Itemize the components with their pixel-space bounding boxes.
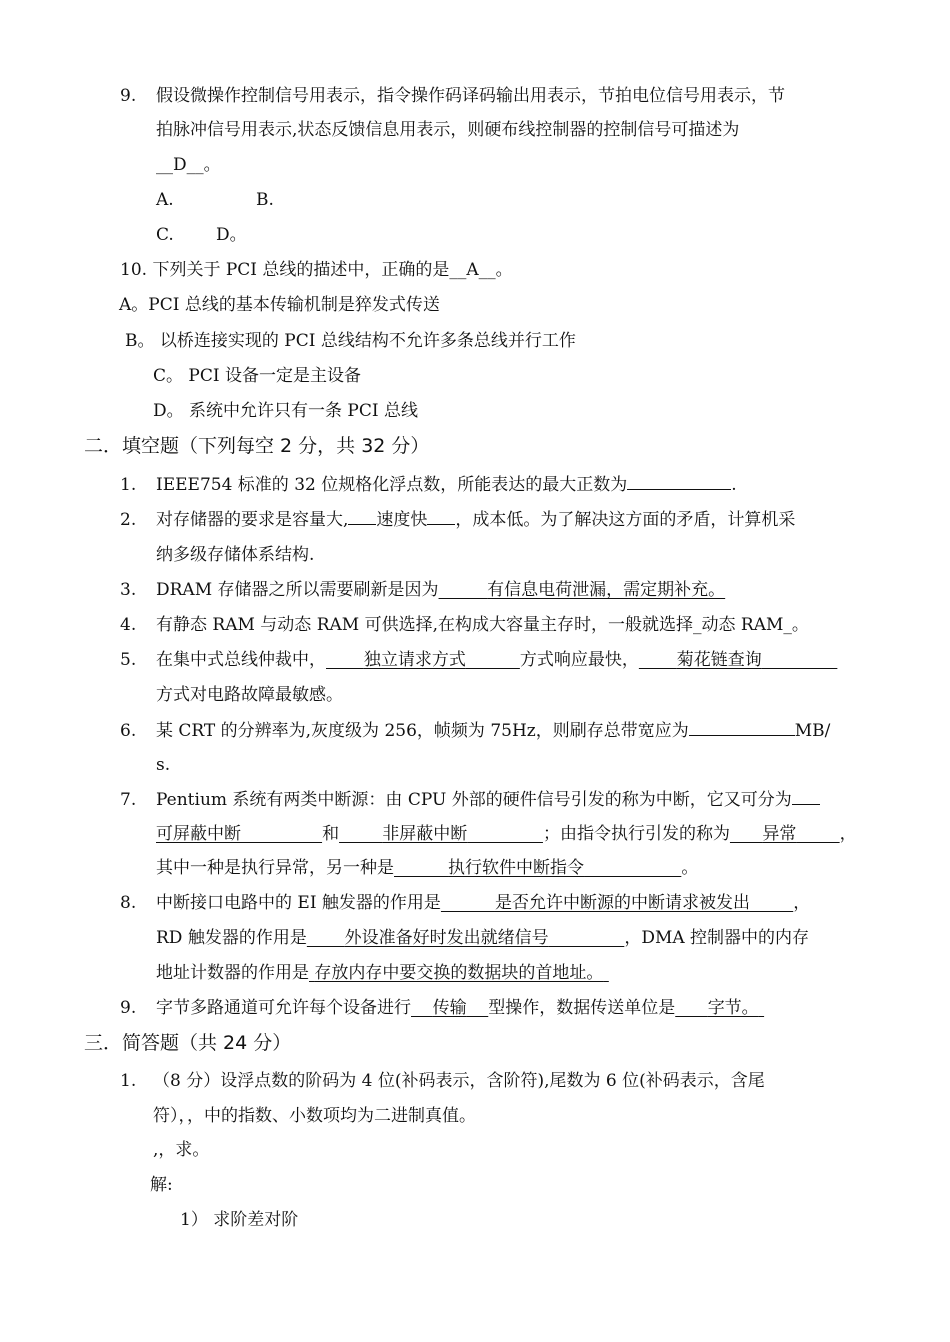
question-number: 1.: [120, 475, 137, 495]
question-text: DRAM 存储器之所以需要刷新是因为: [156, 580, 439, 600]
fill-7-line-2: [156, 822, 857, 846]
short-answer-1: [120, 1069, 765, 1093]
question-text: 方式响应最快，: [519, 650, 639, 670]
question-text: 对存储器的要求是容量大,: [156, 510, 349, 530]
answer-text: [675, 998, 764, 1018]
question-number: 8.: [120, 893, 137, 913]
question-number: 6.: [120, 721, 137, 741]
answer-blank: [348, 507, 376, 525]
answer-text: [639, 650, 837, 670]
question-10-option-a: A。PCI 总线的基本传输机制是猝发式传送: [119, 295, 440, 315]
fill-8-line-3: [156, 961, 609, 985]
answer-value: 异常: [762, 824, 797, 844]
answer-text: [394, 858, 681, 878]
question-text: 其中一种是执行异常，另一种是: [156, 858, 394, 878]
answer-blank: [792, 787, 820, 805]
question-text: 中断接口电路中的 EI 触发器的作用是: [156, 893, 441, 913]
question-9-line-1: [120, 84, 785, 108]
answer-value: 菊花链查询: [676, 650, 762, 670]
fill-6: [120, 718, 830, 743]
answer-text: [730, 824, 840, 844]
answer-text: [439, 580, 726, 600]
fill-8: [120, 891, 810, 915]
answer-value: 传输: [432, 998, 467, 1018]
question-text: 地址计数器的作用是: [156, 963, 309, 983]
question-tail: .: [731, 475, 737, 495]
question-text: 和: [322, 824, 340, 844]
question-text: 假设微操作控制信号用表示，指令操作码译码输出用表示，节拍电位信号用表示，节: [156, 86, 785, 106]
question-text: ，DMA 控制器中的内存: [624, 928, 810, 948]
question-10-option-d: D。 系统中允许只有一条 PCI 总线: [153, 401, 419, 421]
fill-5: [120, 648, 837, 672]
answer-text: [326, 650, 520, 670]
fill-4: [120, 613, 809, 637]
fill-9: [120, 996, 764, 1020]
question-number: 5.: [120, 650, 137, 670]
question-10-stem: 10. 下列关于 PCI 总线的描述中，正确的是__A__。: [120, 260, 513, 280]
question-text: ，: [793, 893, 811, 913]
question-text: 型操作，数据传送单位是: [488, 998, 676, 1018]
question-text: （8 分）设浮点数的阶码为 4 位(补码表示，含阶符),尾数为 6 位(补码表示，含尾: [153, 1071, 765, 1091]
fill-7: [120, 787, 820, 812]
answer-text: [307, 928, 624, 948]
question-text: 某 CRT 的分辨率为,灰度级为 256，帧频为 75Hz，则刷存总带宽应为: [156, 721, 689, 741]
question-text: RD 触发器的作用是: [156, 928, 307, 948]
answer-text: [309, 963, 609, 983]
option-b: B.: [256, 190, 274, 210]
option-a: A.: [156, 190, 174, 210]
solution-label: 解:: [150, 1175, 173, 1195]
fill-5-line-2: 方式对电路故障最敏感。: [156, 685, 343, 705]
question-text: ；由指令执行引发的称为: [542, 824, 730, 844]
answer-value: 有信息电荷泄漏，需定期补充。: [487, 580, 726, 600]
answer-blank: [689, 718, 795, 736]
question-text: ，: [839, 824, 857, 844]
question-text: Pentium 系统有两类中断源：由 CPU 外部的硬件信号引发的称为中断，它又可分为: [156, 790, 792, 810]
question-number: 4.: [120, 615, 137, 635]
fill-2-line-2: 纳多级存储体系结构.: [156, 545, 315, 565]
question-text: 。: [681, 858, 699, 878]
answer-text: [339, 824, 543, 844]
answer-value: 字节。: [707, 998, 759, 1018]
section-2-heading: 二．填空题（下列每空 2 分，共 32 分）: [84, 435, 430, 457]
answer-value: 存放内存中要交换的数据块的首地址。: [314, 963, 604, 983]
answer-blank: [427, 507, 455, 525]
answer-value: 非屏蔽中断: [382, 824, 468, 844]
answer-value: 可屏蔽中断: [156, 824, 241, 844]
question-text: 字节多路通道可允许每个设备进行: [156, 998, 411, 1018]
answer-text: 速度快: [376, 510, 428, 530]
question-text: ，成本低。为了解决这方面的矛盾，计算机采: [455, 510, 796, 530]
answer-value: 外设准备好时发出就绪信号: [344, 928, 549, 948]
question-text: IEEE754 标准的 32 位规格化浮点数，所能表达的最大正数为: [156, 475, 628, 495]
answer-blank: [627, 472, 731, 490]
section-3-heading: 三．简答题（共 24 分）: [84, 1032, 292, 1054]
question-number: 2.: [120, 510, 137, 530]
fill-3: [120, 578, 725, 602]
question-10-option-b: B。 以桥连接实现的 PCI 总线结构不允许多条总线并行工作: [125, 331, 576, 351]
solution-step-1: 1） 求阶差对阶: [180, 1210, 299, 1230]
fill-2: [120, 507, 795, 532]
question-number: 9.: [120, 998, 137, 1018]
option-c: C.: [156, 225, 174, 245]
question-number: 3.: [120, 580, 137, 600]
question-10-option-c: C。 PCI 设备一定是主设备: [153, 366, 361, 386]
question-text: 有静态 RAM 与动态 RAM 可供选择,在构成大容量主存时，一般就选择_动态 RAM_。: [156, 615, 809, 635]
answer-text: [441, 893, 793, 913]
question-9-answer: __D__。: [156, 155, 221, 175]
fill-8-line-2: [156, 926, 809, 950]
question-9-options-cd: [156, 223, 247, 247]
short-answer-1-line-3: ,，求。: [153, 1140, 210, 1160]
question-tail: MB/: [794, 721, 831, 741]
fill-6-line-2: s.: [156, 755, 171, 775]
question-9-options-ab: [156, 188, 274, 212]
answer-text: [156, 824, 322, 844]
fill-1: [120, 472, 737, 497]
answer-text: [411, 998, 488, 1018]
question-9-line-2: 拍脉冲信号用表示,状态反馈信息用表示，则硬布线控制器的控制信号可描述为: [156, 120, 740, 140]
question-number: 1.: [120, 1071, 137, 1091]
fill-7-line-3: [156, 856, 698, 880]
answer-value: 是否允许中断源的中断请求被发出: [494, 893, 750, 913]
short-answer-1-line-2: 符），，中的指数、小数项均为二进制真值。: [153, 1106, 476, 1126]
answer-value: 执行软件中断指令: [448, 858, 585, 878]
option-d: D。: [216, 225, 247, 245]
question-number: 9.: [120, 86, 137, 106]
answer-value: 独立请求方式: [363, 650, 466, 670]
question-number: 7.: [120, 790, 137, 810]
question-text: 在集中式总线仲裁中，: [156, 650, 326, 670]
